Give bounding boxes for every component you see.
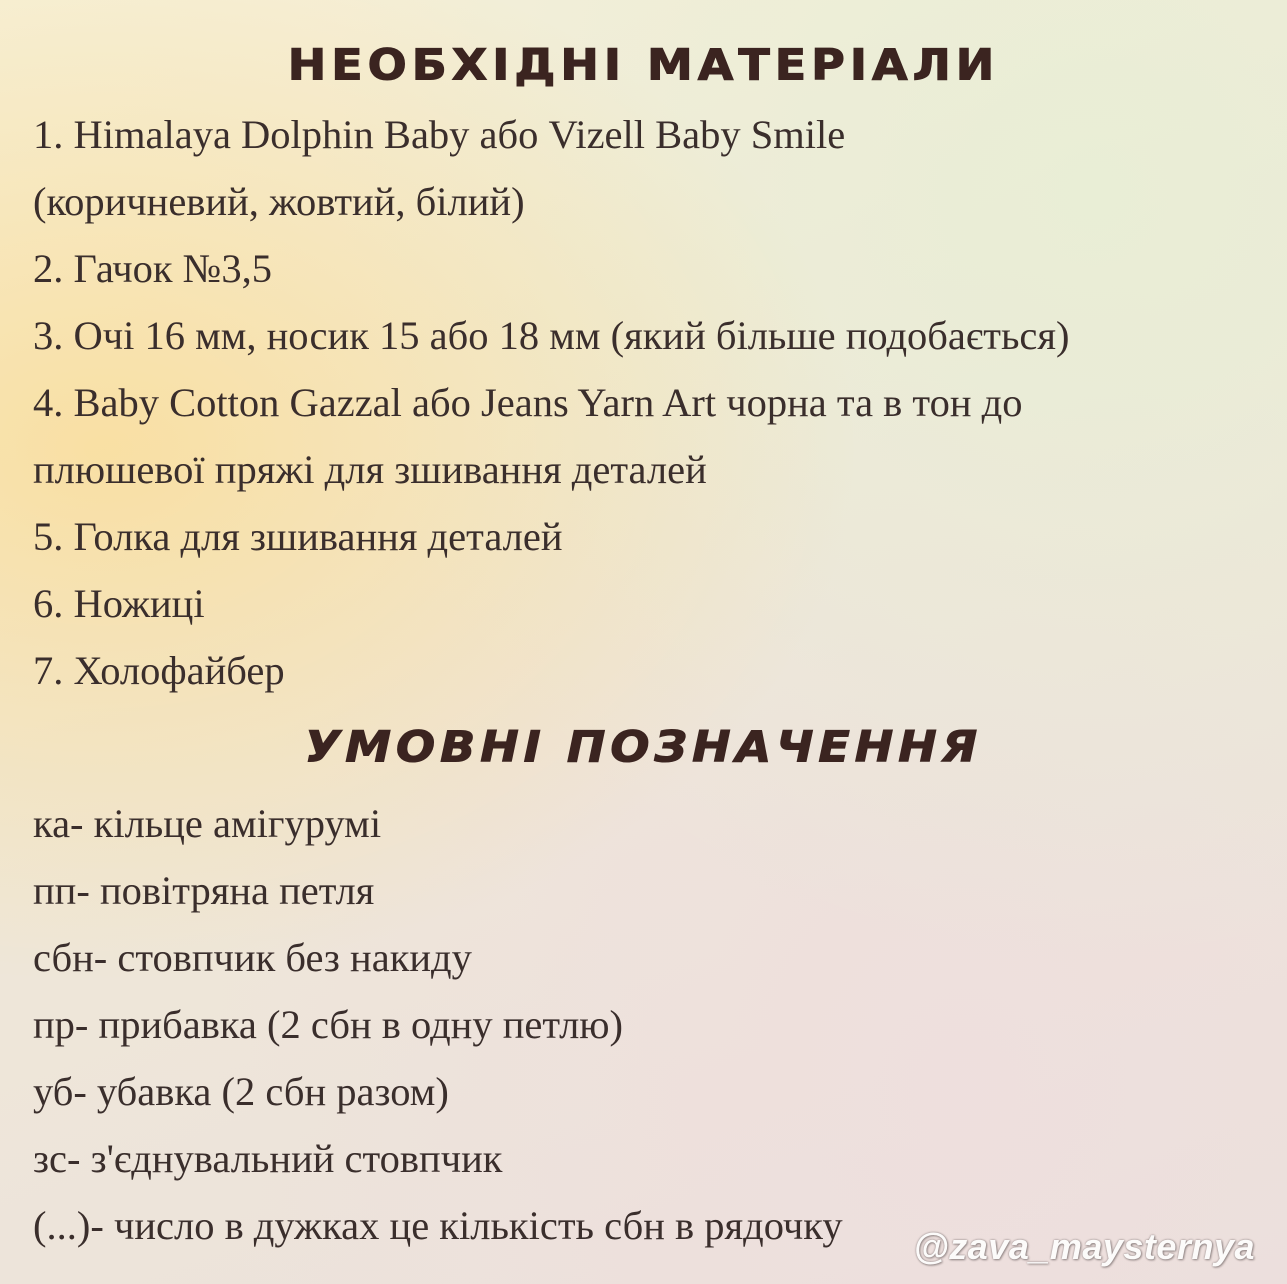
materials-line: 1. Himalaya Dolphin Baby або Vizell Baby Smile <box>33 112 846 157</box>
materials-line: 7. Холофайбер <box>33 648 285 693</box>
legend-line: зс- з'єднувальний стовпчик <box>33 1136 503 1181</box>
materials-line: (коричневий, жовтий, білий) <box>33 179 525 224</box>
materials-line: 6. Ножиці <box>33 581 205 626</box>
materials-line: 5. Голка для зшивання деталей <box>33 514 563 559</box>
materials-list <box>33 101 1070 704</box>
legend-heading: УМОВНІ ПОЗНАЧЕННЯ <box>304 722 983 772</box>
author-watermark: @zava_maysternya <box>913 1226 1255 1267</box>
legend-list <box>33 790 843 1259</box>
legend-line: пп- повітряна петля <box>33 868 375 913</box>
materials-line: 4. Baby Cotton Gazzal або Jeans Yarn Art чорна та в тон до <box>33 380 1023 425</box>
materials-line: 3. Очі 16 мм, носик 15 або 18 мм (який більше подобається) <box>33 313 1070 358</box>
materials-heading: НЕОБХІДНІ МАТЕРІАЛИ <box>287 40 1000 90</box>
legend-line: пр- прибавка (2 сбн в одну петлю) <box>33 1002 624 1047</box>
legend-line: сбн- стовпчик без накиду <box>33 935 472 980</box>
legend-line: уб- убавка (2 сбн разом) <box>33 1069 449 1114</box>
materials-line: плюшевої пряжі для зшивання деталей <box>33 447 707 492</box>
materials-line: 2. Гачок №3,5 <box>33 246 272 291</box>
legend-line: (...)- число в дужках це кількість сбн в рядочку <box>33 1203 843 1248</box>
legend-line: ка- кільце амігурумі <box>33 801 382 846</box>
